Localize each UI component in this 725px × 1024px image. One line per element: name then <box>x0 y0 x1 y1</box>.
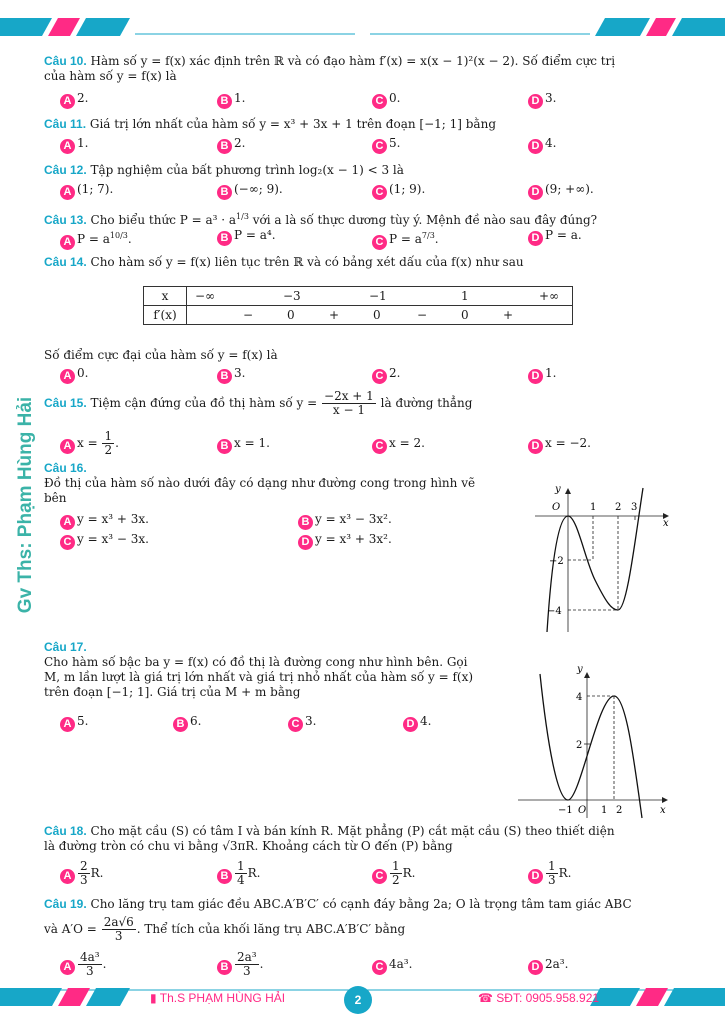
axis-label-y: y <box>577 664 583 675</box>
question-text: . Thể tích của khối lăng trụ ABC.A′B′C′ bằng <box>136 922 406 936</box>
doc-icon: ▮ <box>150 991 157 1005</box>
option-a[interactable]: A $\frac{\text{4a³}}{3}$ . <box>60 951 106 978</box>
tick-label: 2 <box>615 502 622 513</box>
fraction: $\frac{2a√6}{3}$ <box>103 915 134 943</box>
option-b[interactable]: B $\frac{\text{2a³}}{3}$ . <box>217 951 263 978</box>
table-cell: x <box>144 287 187 306</box>
option-d[interactable]: D y = x³ + 3x². <box>298 532 392 550</box>
option-d[interactable]: D x = −2. <box>528 436 591 454</box>
tick-label: −4 <box>547 606 562 617</box>
footer-author: ▮ Th.S PHẠM HÙNG HẢI <box>150 991 286 1005</box>
option-c[interactable]: C 0. <box>372 91 400 109</box>
page-number: 2 <box>344 986 372 1014</box>
question-label: Câu 18. <box>44 824 87 838</box>
question-label: Câu 19. <box>44 897 87 911</box>
option-c[interactable]: C 2. <box>372 366 400 384</box>
option-d[interactable]: D P = a. <box>528 228 582 246</box>
axis-label-y: y <box>555 484 561 495</box>
question-label: Câu 16. <box>44 461 87 475</box>
question-11 <box>44 117 674 132</box>
question-label: Câu 15. <box>44 396 87 410</box>
option-c[interactable]: C $\frac{1}{2}$ R. <box>372 860 416 887</box>
question-text: Tiệm cận đứng của đồ thị hàm số y = <box>90 396 318 410</box>
q16-graph <box>535 480 675 632</box>
options-14 <box>60 366 674 384</box>
question-label: Câu 10. <box>44 54 87 68</box>
option-b[interactable]: B (−∞; 9). <box>217 182 283 200</box>
question-text: M, m lần lượt là giá trị lớn nhất và giá trị nhỏ nhất của hàm số y = f(x) <box>44 670 474 684</box>
question-16 <box>44 461 524 506</box>
sign-table-row-x <box>144 287 573 306</box>
option-a[interactable]: A y = x³ + 3x. <box>60 512 149 530</box>
question-19 <box>44 897 674 943</box>
option-d[interactable]: D 2a³. <box>528 957 568 975</box>
tick-label: 2 <box>616 805 623 816</box>
option-a[interactable]: A $P = a^{10/3}$. <box>60 228 132 250</box>
options-10 <box>60 91 674 109</box>
origin-label: O <box>578 805 587 816</box>
option-b[interactable]: B $\frac{1}{4}$ R. <box>217 860 261 887</box>
option-c[interactable]: C x = 2. <box>372 436 425 454</box>
options-11 <box>60 136 674 154</box>
option-c[interactable]: C 5. <box>372 136 400 154</box>
tick-label: 4 <box>576 692 583 703</box>
question-label: Câu 17. <box>44 640 87 654</box>
tick-label: 3 <box>631 502 638 513</box>
question-text: Tập nghiệm của bất phương trình log₂(x − 1) < 3 là <box>90 163 404 177</box>
question-text: của hàm số y = f(x) là <box>44 69 177 83</box>
options-12 <box>60 182 674 200</box>
curve <box>540 674 642 818</box>
option-a[interactable]: A (1; 7). <box>60 182 113 200</box>
option-c[interactable]: C (1; 9). <box>372 182 425 200</box>
question-10 <box>44 54 674 84</box>
question-text: trên đoạn [−1; 1]. Giá trị của M + m bằng <box>44 685 301 699</box>
side-watermark: Gv Ths: Phạm Hùng Hải <box>15 396 36 614</box>
options-16-row1 <box>60 512 500 530</box>
option-d[interactable]: D 4. <box>528 136 556 154</box>
question-text: với a là số thực dương tùy ý. Mệnh đề nào sau đây đúng? <box>248 213 598 227</box>
question-label: Câu 12. <box>44 163 87 177</box>
tick-label: 1 <box>601 805 608 816</box>
option-b[interactable]: B 3. <box>217 366 245 384</box>
option-b[interactable]: B y = x³ − 3x². <box>298 512 392 530</box>
footer-phone: ☎ SĐT: 0905.958.921 <box>478 991 600 1005</box>
option-d[interactable]: D (9; +∞). <box>528 182 594 200</box>
tick-label: −2 <box>549 556 564 567</box>
option-b[interactable]: B 2. <box>217 136 245 154</box>
question-text: và A′O = <box>44 922 97 936</box>
question-label: Câu 14. <box>44 255 87 269</box>
question-text: Cho hàm số y = f(x) liên tục trên ℝ và có bảng xét dấu của f(x) như sau <box>90 255 524 269</box>
table-cell: − 0 + 0 − 0 + <box>187 306 573 325</box>
question-13 <box>44 209 674 228</box>
header-decoration <box>0 0 725 40</box>
axis-label-x: x <box>663 518 669 529</box>
option-d[interactable]: D 3. <box>528 91 556 109</box>
axis-label-x: x <box>660 805 666 816</box>
option-d[interactable]: D 1. <box>528 366 556 384</box>
question-label: Câu 13. <box>44 213 87 227</box>
question-17 <box>44 640 514 700</box>
phone-icon: ☎ <box>478 991 493 1005</box>
question-18 <box>44 824 674 854</box>
option-c[interactable]: C 3. <box>288 714 316 732</box>
options-16-row2 <box>60 532 500 550</box>
question-text: Cho biểu thức P = a³ · a <box>90 213 237 227</box>
option-d[interactable]: D $\frac{1}{3}$ R. <box>528 860 572 887</box>
question-text: Hàm số y = f(x) xác định trên ℝ và có đạo hàm f′(x) = x(x − 1)²(x − 2). Số điểm cực trị <box>90 54 616 68</box>
tick-label: 1 <box>590 502 597 513</box>
sign-table-row-derivative <box>144 306 573 325</box>
tick-label: −1 <box>558 805 573 816</box>
table-cell: −∞ −3 −1 1 +∞ <box>187 287 573 306</box>
option-c[interactable]: C 4a³. <box>372 957 412 975</box>
options-15 <box>60 429 674 457</box>
question-text: Cho hàm số bậc ba y = f(x) có đồ thị là đường cong như hình bên. Gọi <box>44 655 468 669</box>
options-19 <box>60 950 674 978</box>
option-a[interactable]: A 1. <box>60 136 88 154</box>
option-c[interactable]: C $P = a^{7/3}$. <box>372 228 439 250</box>
option-c[interactable]: C y = x³ − 3x. <box>60 532 149 550</box>
option-a[interactable]: A 5. <box>60 714 88 732</box>
sign-table <box>143 286 573 325</box>
question-text: Cho mặt cầu (S) có tâm I và bán kính R. Mặt phẳng (P) cắt mặt cầu (S) theo thiết diện <box>90 824 615 838</box>
option-b[interactable]: B x = 1. <box>217 436 270 454</box>
question-14 <box>44 255 674 270</box>
origin-label: O <box>552 502 561 513</box>
option-b[interactable]: B 6. <box>173 714 201 732</box>
question-text: Giá trị lớn nhất của hàm số y = x³ + 3x + 1 trên đoạn [−1; 1] bằng <box>89 117 496 131</box>
tick-label: 2 <box>576 740 583 751</box>
option-b[interactable]: B P = a⁴. <box>217 228 276 246</box>
question-text: là đường tròn có chu vi bằng √3πR. Khoảng cách từ O đến (P) bằng <box>44 839 453 853</box>
table-cell: f′(x) <box>144 306 187 325</box>
question-12 <box>44 163 674 178</box>
question-15 <box>44 390 674 417</box>
options-13 <box>60 228 674 246</box>
option-a[interactable]: A x = $\frac{1}{2}$ . <box>60 430 119 457</box>
option-a[interactable]: A 2. <box>60 91 88 109</box>
fraction: $\frac{-2x + 1}{x - 1}$ <box>324 389 374 417</box>
question-text: bên <box>44 491 67 505</box>
question-text: là đường thẳng <box>380 396 473 410</box>
question-label: Câu 11. <box>44 117 87 131</box>
option-a[interactable]: A 0. <box>60 366 88 384</box>
exponent: 1/3 <box>236 212 249 221</box>
options-17 <box>60 714 500 732</box>
options-18 <box>60 859 674 887</box>
q17-graph <box>518 660 673 820</box>
option-a[interactable]: A $\frac{2}{3}$ R. <box>60 860 104 887</box>
question-text: Đồ thị của hàm số nào dưới đây có dạng như đường cong trong hình vẽ <box>44 476 476 490</box>
question-14-prompt: Số điểm cực đại của hàm số y = f(x) là <box>44 348 278 362</box>
option-b[interactable]: B 1. <box>217 91 245 109</box>
question-text: Cho lăng trụ tam giác đều ABC.A′B′C′ có cạnh đáy bằng 2a; O là trọng tâm tam giác ABC <box>90 897 632 911</box>
option-d[interactable]: D 4. <box>403 714 431 732</box>
